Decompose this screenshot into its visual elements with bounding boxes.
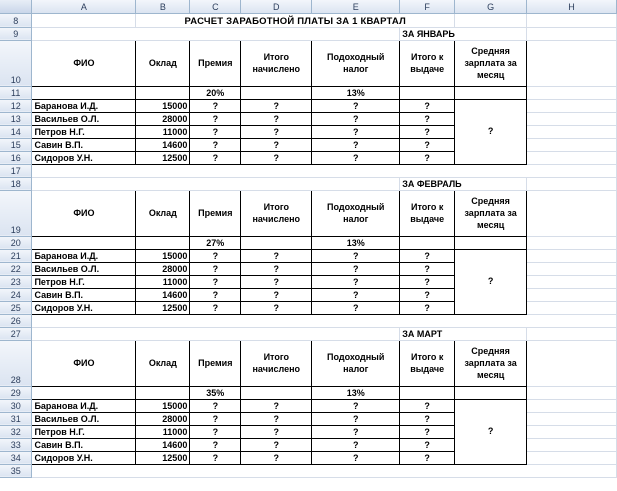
cell[interactable] — [32, 327, 400, 340]
premia-cell[interactable]: ? — [190, 262, 241, 275]
cell[interactable] — [527, 249, 617, 262]
nalog-cell[interactable]: ? — [312, 275, 400, 288]
row-header[interactable]: 26 — [0, 314, 32, 327]
cell[interactable] — [527, 386, 617, 399]
column-header-d[interactable]: D — [241, 0, 312, 13]
header-oklad[interactable]: Оклад — [136, 190, 190, 236]
section-label-february[interactable]: ЗА ФЕВРАЛЬ — [400, 177, 527, 190]
header-itogo-k-vydache[interactable]: Итого к выдаче — [400, 40, 455, 86]
cell[interactable] — [527, 412, 617, 425]
vydacha-cell[interactable]: ? — [400, 301, 455, 314]
cell[interactable] — [527, 177, 617, 190]
vydacha-cell[interactable]: ? — [400, 438, 455, 451]
cell[interactable] — [527, 340, 617, 386]
column-header-g[interactable]: G — [455, 0, 527, 13]
premia-cell[interactable]: ? — [190, 451, 241, 464]
cell[interactable] — [241, 386, 312, 399]
nachisleno-cell[interactable]: ? — [241, 451, 312, 464]
oklad-cell[interactable]: 14600 — [136, 138, 190, 151]
nalog-cell[interactable]: ? — [312, 425, 400, 438]
average-salary-cell[interactable]: ? — [455, 399, 527, 464]
cell[interactable] — [527, 301, 617, 314]
header-premia[interactable]: Премия — [190, 190, 241, 236]
column-header-e[interactable]: E — [312, 0, 400, 13]
row-header[interactable]: 32 — [0, 425, 32, 438]
nalog-cell[interactable]: ? — [312, 138, 400, 151]
row-header[interactable]: 14 — [0, 125, 32, 138]
fio-cell[interactable]: Сидоров У.Н. — [32, 301, 136, 314]
oklad-cell[interactable]: 12500 — [136, 451, 190, 464]
premia-percent[interactable]: 20% — [190, 86, 241, 99]
row-header[interactable]: 13 — [0, 112, 32, 125]
header-premia[interactable]: Премия — [190, 40, 241, 86]
premia-cell[interactable]: ? — [190, 399, 241, 412]
row-header[interactable]: 28 — [0, 340, 32, 386]
nalog-cell[interactable]: ? — [312, 288, 400, 301]
row-header[interactable]: 24 — [0, 288, 32, 301]
section-label-january[interactable]: ЗА ЯНВАРЬ — [400, 27, 527, 40]
row-header[interactable]: 34 — [0, 451, 32, 464]
fio-cell[interactable]: Баранова И.Д. — [32, 99, 136, 112]
row-header[interactable]: 20 — [0, 236, 32, 249]
premia-cell[interactable]: ? — [190, 151, 241, 164]
cell[interactable] — [136, 386, 190, 399]
nachisleno-cell[interactable]: ? — [241, 399, 312, 412]
header-premia[interactable]: Премия — [190, 340, 241, 386]
row-header[interactable]: 19 — [0, 190, 32, 236]
average-salary-cell[interactable]: ? — [455, 99, 527, 164]
nachisleno-cell[interactable]: ? — [241, 438, 312, 451]
vydacha-cell[interactable]: ? — [400, 99, 455, 112]
fio-cell[interactable]: Петров Н.Г. — [32, 125, 136, 138]
premia-cell[interactable]: ? — [190, 249, 241, 262]
header-podohodny-nalog[interactable]: Подоходный налог — [312, 190, 400, 236]
nachisleno-cell[interactable]: ? — [241, 125, 312, 138]
fio-cell[interactable]: Савин В.П. — [32, 438, 136, 451]
cell[interactable] — [32, 177, 400, 190]
cell[interactable] — [455, 13, 527, 27]
vydacha-cell[interactable]: ? — [400, 275, 455, 288]
nalog-cell[interactable]: ? — [312, 99, 400, 112]
vydacha-cell[interactable]: ? — [400, 425, 455, 438]
header-itogo-k-vydache[interactable]: Итого к выдаче — [400, 340, 455, 386]
tax-percent[interactable]: 13% — [312, 236, 400, 249]
header-srednyaya-zarplata[interactable]: Средняя зарплата за месяц — [455, 40, 527, 86]
row-header[interactable]: 12 — [0, 99, 32, 112]
header-fio[interactable]: ФИО — [32, 40, 136, 86]
average-salary-cell[interactable]: ? — [455, 249, 527, 314]
premia-cell[interactable]: ? — [190, 425, 241, 438]
column-header-row — [0, 0, 617, 13]
row-header[interactable]: 25 — [0, 301, 32, 314]
fio-cell[interactable]: Васильев О.Л. — [32, 112, 136, 125]
oklad-cell[interactable]: 11000 — [136, 425, 190, 438]
cell[interactable] — [455, 386, 527, 399]
cell[interactable] — [527, 86, 617, 99]
cell[interactable] — [241, 86, 312, 99]
row-header[interactable]: 29 — [0, 386, 32, 399]
cell[interactable] — [32, 386, 136, 399]
cell[interactable] — [527, 13, 617, 27]
cell[interactable] — [527, 275, 617, 288]
cell[interactable] — [527, 399, 617, 412]
table-row — [0, 249, 617, 262]
oklad-cell[interactable]: 12500 — [136, 301, 190, 314]
cell[interactable] — [527, 138, 617, 151]
cell[interactable] — [527, 451, 617, 464]
row-header[interactable]: 33 — [0, 438, 32, 451]
cell[interactable] — [527, 151, 617, 164]
row-header[interactable]: 23 — [0, 275, 32, 288]
vydacha-cell[interactable]: ? — [400, 125, 455, 138]
row-header[interactable]: 10 — [0, 40, 32, 86]
oklad-cell[interactable]: 28000 — [136, 412, 190, 425]
oklad-cell[interactable]: 28000 — [136, 262, 190, 275]
vydacha-cell[interactable]: ? — [400, 112, 455, 125]
header-itogo-k-vydache[interactable]: Итого к выдаче — [400, 190, 455, 236]
column-header-h[interactable]: H — [527, 0, 617, 13]
table-row — [0, 99, 617, 112]
premia-cell[interactable]: ? — [190, 112, 241, 125]
nachisleno-cell[interactable]: ? — [241, 262, 312, 275]
cell[interactable] — [527, 27, 617, 40]
column-header-f[interactable]: F — [400, 0, 455, 13]
oklad-cell[interactable]: 12500 — [136, 151, 190, 164]
oklad-cell[interactable]: 11000 — [136, 275, 190, 288]
nalog-cell[interactable]: ? — [312, 438, 400, 451]
cell[interactable] — [527, 425, 617, 438]
premia-cell[interactable]: ? — [190, 412, 241, 425]
oklad-cell[interactable]: 28000 — [136, 112, 190, 125]
nachisleno-cell[interactable]: ? — [241, 249, 312, 262]
nachisleno-cell[interactable]: ? — [241, 412, 312, 425]
nachisleno-cell[interactable]: ? — [241, 275, 312, 288]
nachisleno-cell[interactable]: ? — [241, 425, 312, 438]
nachisleno-cell[interactable]: ? — [241, 301, 312, 314]
cell[interactable] — [400, 86, 455, 99]
row-header[interactable]: 27 — [0, 327, 32, 340]
nalog-cell[interactable]: ? — [312, 125, 400, 138]
oklad-cell[interactable]: 14600 — [136, 438, 190, 451]
row-header[interactable]: 21 — [0, 249, 32, 262]
cell[interactable] — [400, 236, 455, 249]
cell[interactable] — [32, 236, 136, 249]
cell[interactable] — [32, 464, 617, 477]
oklad-cell[interactable]: 15000 — [136, 249, 190, 262]
fio-cell[interactable]: Петров Н.Г. — [32, 275, 136, 288]
nachisleno-cell[interactable]: ? — [241, 138, 312, 151]
cell[interactable] — [32, 314, 617, 327]
cell[interactable] — [32, 86, 136, 99]
header-itogo-nachisleno[interactable]: Итого начислено — [241, 340, 312, 386]
row-header[interactable]: 31 — [0, 412, 32, 425]
cell[interactable] — [32, 27, 400, 40]
row-header[interactable]: 11 — [0, 86, 32, 99]
header-itogo-nachisleno[interactable]: Итого начислено — [241, 40, 312, 86]
nalog-cell[interactable]: ? — [312, 451, 400, 464]
nalog-cell[interactable]: ? — [312, 151, 400, 164]
nachisleno-cell[interactable]: ? — [241, 99, 312, 112]
header-fio[interactable]: ФИО — [32, 190, 136, 236]
vydacha-cell[interactable]: ? — [400, 249, 455, 262]
header-oklad[interactable]: Оклад — [136, 340, 190, 386]
vydacha-cell[interactable]: ? — [400, 262, 455, 275]
tax-percent[interactable]: 13% — [312, 386, 400, 399]
row-header[interactable]: 9 — [0, 27, 32, 40]
cell[interactable] — [400, 386, 455, 399]
nalog-cell[interactable]: ? — [312, 399, 400, 412]
nachisleno-cell[interactable]: ? — [241, 151, 312, 164]
cell[interactable] — [527, 125, 617, 138]
select-all-corner[interactable] — [0, 0, 32, 13]
vydacha-cell[interactable]: ? — [400, 288, 455, 301]
vydacha-cell[interactable]: ? — [400, 399, 455, 412]
premia-cell[interactable]: ? — [190, 275, 241, 288]
nachisleno-cell[interactable]: ? — [241, 112, 312, 125]
tax-percent[interactable]: 13% — [312, 86, 400, 99]
fio-cell[interactable]: Сидоров У.Н. — [32, 151, 136, 164]
column-header-c[interactable]: C — [190, 0, 241, 13]
premia-cell[interactable]: ? — [190, 138, 241, 151]
fio-cell[interactable]: Васильев О.Л. — [32, 262, 136, 275]
cell[interactable] — [241, 236, 312, 249]
sheet-title[interactable]: РАСЧЕТ ЗАРАБОТНОЙ ПЛАТЫ ЗА 1 КВАРТАЛ — [136, 13, 455, 27]
vydacha-cell[interactable]: ? — [400, 451, 455, 464]
header-podohodny-nalog[interactable]: Подоходный налог — [312, 40, 400, 86]
premia-cell[interactable]: ? — [190, 301, 241, 314]
header-oklad[interactable]: Оклад — [136, 40, 190, 86]
row-header[interactable]: 15 — [0, 138, 32, 151]
premia-cell[interactable]: ? — [190, 438, 241, 451]
fio-cell[interactable]: Баранова И.Д. — [32, 399, 136, 412]
nachisleno-cell[interactable]: ? — [241, 288, 312, 301]
row-header[interactable]: 16 — [0, 151, 32, 164]
oklad-cell[interactable]: 15000 — [136, 399, 190, 412]
row-header[interactable]: 22 — [0, 262, 32, 275]
cell[interactable] — [527, 40, 617, 86]
vydacha-cell[interactable]: ? — [400, 412, 455, 425]
row-header[interactable]: 17 — [0, 164, 32, 177]
cell[interactable] — [32, 13, 136, 27]
oklad-cell[interactable]: 15000 — [136, 99, 190, 112]
cell[interactable] — [527, 112, 617, 125]
header-podohodny-nalog[interactable]: Подоходный налог — [312, 340, 400, 386]
fio-cell[interactable]: Петров Н.Г. — [32, 425, 136, 438]
premia-percent[interactable]: 27% — [190, 236, 241, 249]
nalog-cell[interactable]: ? — [312, 249, 400, 262]
cell[interactable] — [527, 327, 617, 340]
nalog-cell[interactable]: ? — [312, 112, 400, 125]
column-header-b[interactable]: B — [136, 0, 190, 13]
cell[interactable] — [136, 86, 190, 99]
fio-cell[interactable]: Савин В.П. — [32, 138, 136, 151]
fio-cell[interactable]: Васильев О.Л. — [32, 412, 136, 425]
oklad-cell[interactable]: 11000 — [136, 125, 190, 138]
nalog-cell[interactable]: ? — [312, 301, 400, 314]
fio-cell[interactable]: Савин В.П. — [32, 288, 136, 301]
premia-cell[interactable]: ? — [190, 125, 241, 138]
premia-cell[interactable]: ? — [190, 288, 241, 301]
cell[interactable] — [455, 86, 527, 99]
vydacha-cell[interactable]: ? — [400, 151, 455, 164]
cell[interactable] — [527, 438, 617, 451]
premia-cell[interactable]: ? — [190, 99, 241, 112]
nalog-cell[interactable]: ? — [312, 262, 400, 275]
cell[interactable] — [136, 236, 190, 249]
header-itogo-nachisleno[interactable]: Итого начислено — [241, 190, 312, 236]
fio-cell[interactable]: Сидоров У.Н. — [32, 451, 136, 464]
cell[interactable] — [455, 236, 527, 249]
header-srednyaya-zarplata[interactable]: Средняя зарплата за месяц — [455, 190, 527, 236]
cell[interactable] — [527, 99, 617, 112]
column-header-a[interactable]: A — [32, 0, 136, 13]
header-fio[interactable]: ФИО — [32, 340, 136, 386]
row-header[interactable]: 30 — [0, 399, 32, 412]
cell[interactable] — [32, 164, 617, 177]
header-srednyaya-zarplata[interactable]: Средняя зарплата за месяц — [455, 340, 527, 386]
fio-cell[interactable]: Баранова И.Д. — [32, 249, 136, 262]
nalog-cell[interactable]: ? — [312, 412, 400, 425]
row-header[interactable]: 8 — [0, 13, 32, 27]
premia-percent[interactable]: 35% — [190, 386, 241, 399]
cell[interactable] — [527, 236, 617, 249]
table-row — [0, 399, 617, 412]
oklad-cell[interactable]: 14600 — [136, 288, 190, 301]
vydacha-cell[interactable]: ? — [400, 138, 455, 151]
cell[interactable] — [527, 288, 617, 301]
section-label-march[interactable]: ЗА МАРТ — [400, 327, 527, 340]
row-header[interactable]: 18 — [0, 177, 32, 190]
cell[interactable] — [527, 190, 617, 236]
cell[interactable] — [527, 262, 617, 275]
row-header[interactable]: 35 — [0, 464, 32, 477]
